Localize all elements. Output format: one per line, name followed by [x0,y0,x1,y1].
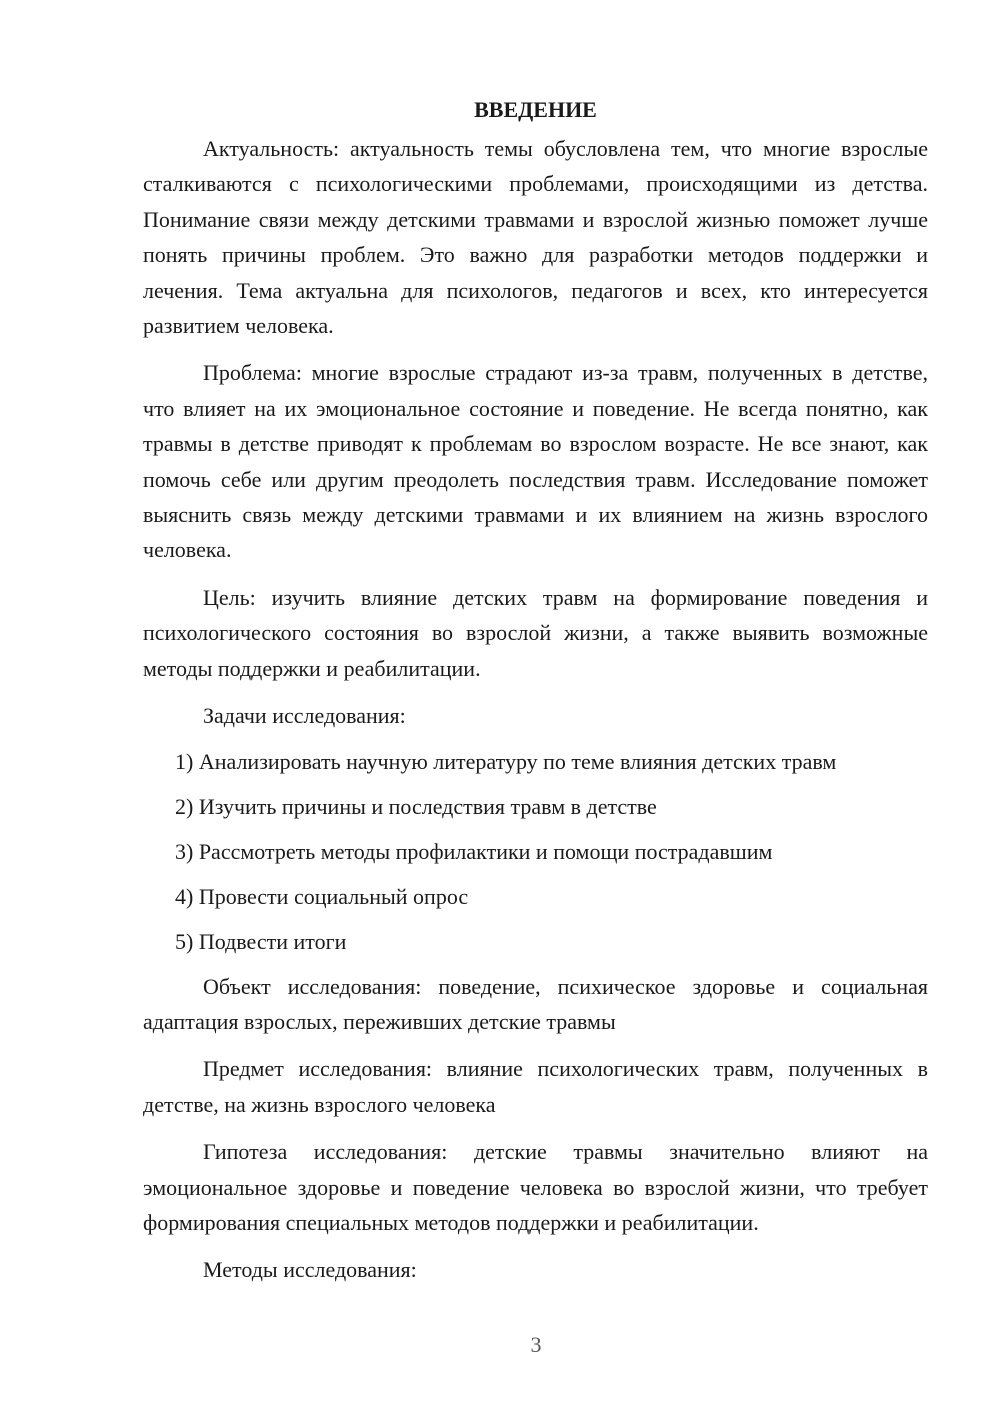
page-number: 3 [530,1332,542,1357]
list-item: 1) Анализировать научную литературу по теме влияния детских травм [175,748,837,774]
methods-heading: Методы исследования: [203,1257,417,1283]
list-item: 3) Рассмотреть методы профилактики и помощи пострадавшим [175,838,773,864]
list-item: 4) Провести социальный опрос [175,883,469,909]
tasks-list [143,744,928,959]
page-content [143,92,928,1300]
goal-paragraph: Цель: изучить влияние детских травм на формирование поведения и психологического состояния во взрослой жизни, а также выявить возможные методы поддержки и реабилитации. [143,584,928,681]
hypothesis-paragraph: Гипотеза исследования: детские травмы значительно влияют на эмоциональное здоровье и поведение человека во взрослой жизни, что требует формирования специальных методов поддержки и реабилитации. [143,1139,928,1235]
subject-paragraph: Предмет исследования: влияние психологических травм, полученных в детстве, на жизнь взрослого человека [143,1056,928,1117]
problem-paragraph: Проблема: многие взрослые страдают из-за травм, полученных в детстве, что влияет на их эмоциональное состояние и поведение. Не всегда понятно, как травмы в детстве приводят к проблемам во взрослом возрасте. Не все знают, как помочь себе или другим преодолеть последствия травм. Исследование поможет выяснить связь между детскими травмами и их влиянием на жизнь взрослого человека. [143,360,928,563]
relevance-paragraph: Актуальность: актуальность темы обусловлена тем, что многие взрослые сталкиваются с психологическими проблемами, происходящими из детства. Понимание связи между детскими травмами и взрослой жизнью поможет лучше понять причины проблем. Это важно для разработки методов поддержки и лечения. Тема актуальна для психологов, педагогов и всех, кто интересуется развитием человека. [143,136,928,339]
list-item: 5) Подвести итоги [175,928,347,954]
section-title: ВВЕДЕНИЕ [474,97,597,122]
list-item: 2) Изучить причины и последствия травм в детстве [175,793,657,819]
tasks-heading: Задачи исследования: [203,703,406,729]
object-paragraph: Объект исследования: поведение, психическое здоровье и социальная адаптация взрослых, переживших детские травмы [143,973,928,1034]
